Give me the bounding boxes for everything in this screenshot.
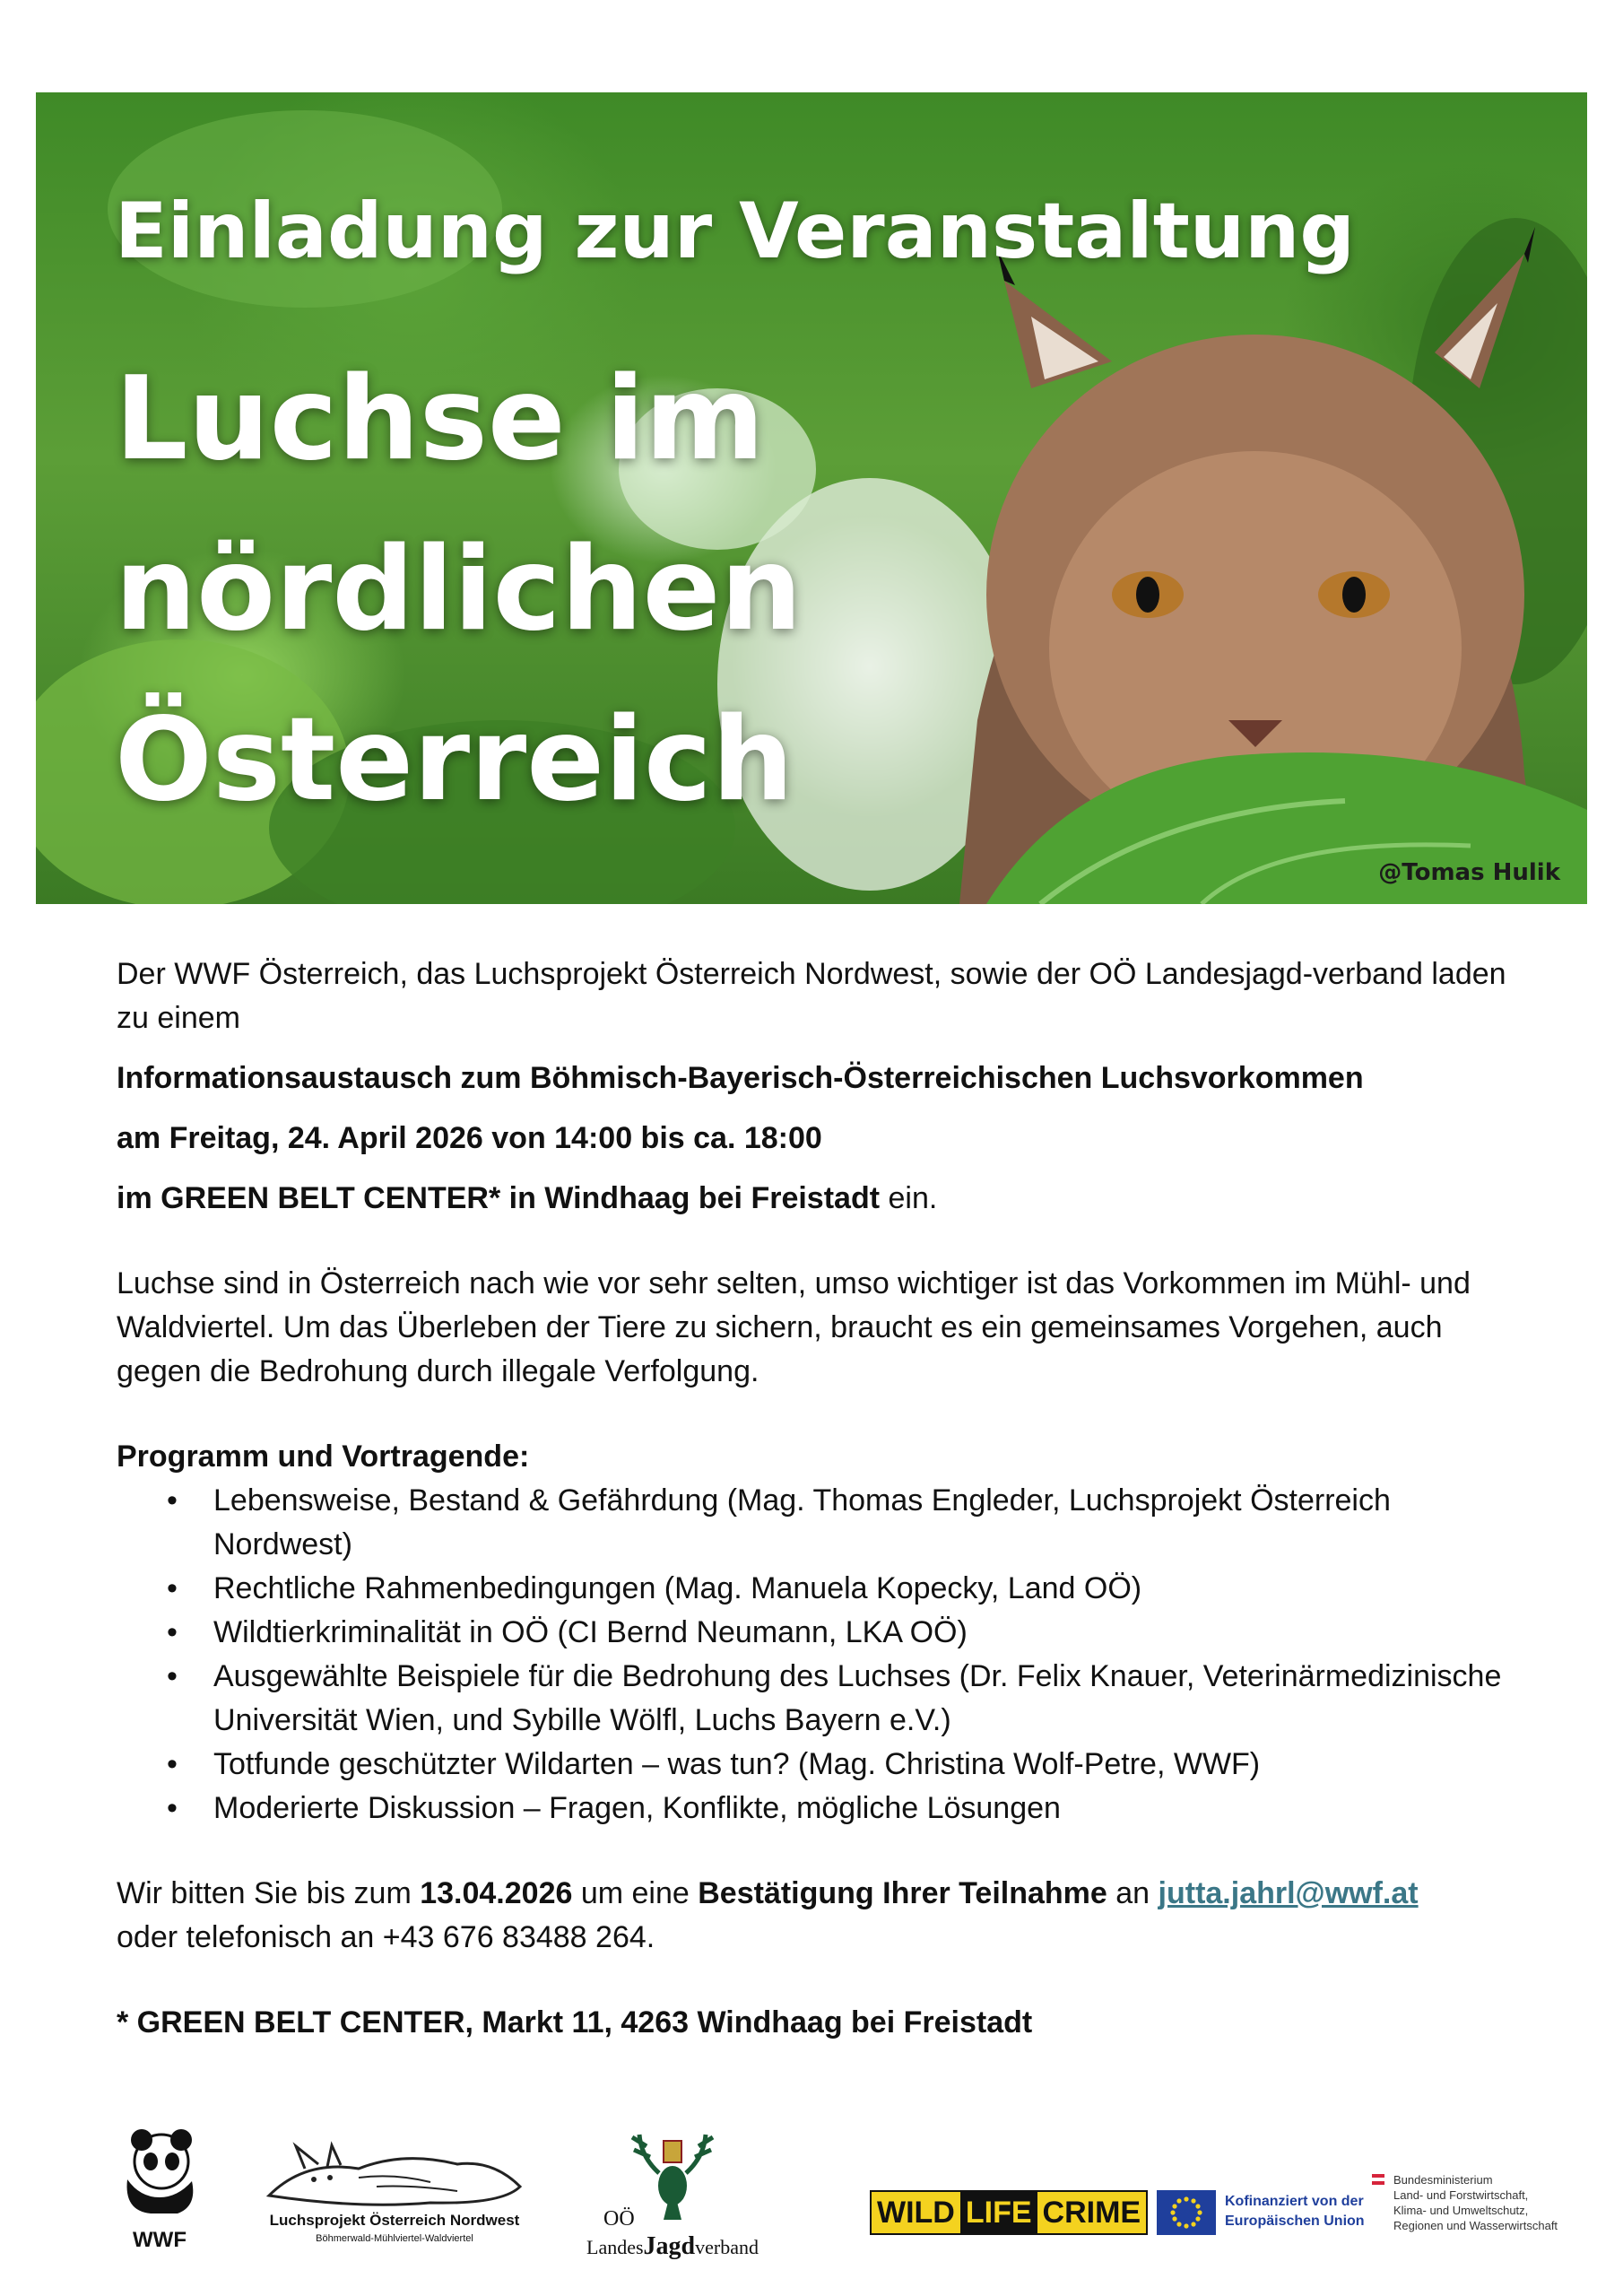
partner-logos [0,2126,1623,2260]
luchsprojekt-subtitle: Böhmerwald-Mühlviertel-Waldviertel [316,2233,473,2244]
rsvp-deadline: 13.04.2026 [420,1876,573,1910]
ljv-pre: Landes [586,2236,644,2258]
event-subject: Informationsaustausch zum Böhmisch-Bayerisch-Österreichischen Luchsvorkommen [117,1061,1364,1095]
program-item: • Moderierte Diskussion – Fragen, Konflikte, mögliche Lösungen [117,1787,1515,1831]
luchsprojekt-logo [251,2133,538,2257]
wildlifecrime-logo [870,2190,1148,2235]
ministry-line: Klima- und Umweltschutz, [1393,2204,1529,2217]
email-link[interactable]: jutta.jahrl@wwf.at [1158,1876,1419,1910]
location-tail: ein. [880,1181,938,1215]
panda-icon [115,2126,204,2215]
wlc-word: LIFE [960,2192,1037,2233]
wlc-word: WILD [872,2192,960,2233]
program-item: • Rechtliche Rahmenbedingungen (Mag. Manuela Kopecky, Land OÖ) [117,1567,1515,1611]
ministry-logo [1372,2172,1605,2253]
eu-line: Europäischen Union [1225,2213,1365,2229]
event-date: am Freitag, 24. April 2026 von 14:00 bis ca. 18:00 [117,1121,822,1155]
title-line: Luchse im [115,352,765,486]
title-line: Österreich [115,693,794,827]
landesjagdverband-logo [569,2130,776,2260]
program-item: • Lebensweise, Bestand & Gefährdung (Mag. Thomas Engleder, Luchsprojekt Österreich Nordwest) [117,1479,1515,1567]
location-name: im GREEN BELT CENTER* in Windhaag bei Freistadt [117,1181,881,1215]
eu-label [1225,2192,1365,2231]
program-title: Programm und Vortragende: [117,1439,530,1474]
program-item: • Totfunde geschützter Wildarten – was tun? (Mag. Christina Wolf-Petre, WWF) [117,1743,1515,1787]
ministry-label [1393,2172,1558,2233]
rsvp-phone: oder telefonisch an +43 676 83488 264. [117,1920,655,1954]
ministry-line: Land- und Forstwirtschaft, [1393,2188,1529,2202]
event-location [117,1177,1515,1221]
program-list [117,1479,1515,1831]
program-item: • Wildtierkriminalität in OÖ (CI Bernd Neumann, LKA OÖ) [117,1611,1515,1655]
eu-flag-icon [1157,2190,1216,2235]
photo-credit: @Tomas Hulik [1378,859,1560,886]
eu-logo [1157,2190,1372,2235]
ministry-line: Regionen und Wasserwirtschaft [1393,2219,1558,2232]
description-text: Luchse sind in Österreich nach wie vor sehr selten, umso wichtiger ist das Vorkommen im Mühl- und Waldviertel. Um das Überleben der Tiere zu sichern, braucht es ein gemeinsames Vorgehen, auch gegen die Bedrohung durch illegale Verfolgung. [117,1266,1471,1388]
wwf-label: WWF [133,2228,187,2252]
ljv-oo: OÖ [603,2207,635,2231]
lynx-sketch-icon [251,2133,538,2213]
event-kicker: Einladung zur Veranstaltung [115,187,1355,276]
rsvp-part: an [1107,1876,1159,1910]
wwf-logo [115,2126,204,2253]
ljv-big: Jagd [643,2232,696,2260]
rsvp-confirm: Bestätigung Ihrer Teilnahme [698,1876,1107,1910]
event-title [115,335,922,846]
wlc-word: CRIME [1037,2192,1147,2233]
hero-banner [36,92,1587,904]
ministry-line: Bundesministerium [1393,2173,1493,2187]
rsvp-part: Wir bitten Sie bis zum [117,1876,421,1910]
rsvp-text [117,1872,1515,1960]
luchsprojekt-title: Luchsprojekt Österreich Nordwest [269,2212,520,2229]
program-item: • Ausgewählte Beispiele für die Bedrohung des Luchses (Dr. Felix Knauer, Veterinärmedizinische Universität Wien, und Sybille Wölfl, Luchs Bayern e.V.) [117,1655,1515,1743]
intro-text: Der WWF Österreich, das Luchsprojekt Österreich Nordwest, sowie der OÖ Landesjagd-verband laden zu einem [117,957,1506,1035]
deer-icon [569,2130,776,2229]
invitation-body [117,952,1515,2045]
eu-line: Kofinanziert von der [1225,2194,1364,2209]
ljv-name [569,2232,776,2261]
ljv-post: verband [695,2236,759,2258]
venue-address: * GREEN BELT CENTER, Markt 11, 4263 Windhaag bei Freistadt [117,2005,1033,2039]
austria-flag-icon [1372,2174,1384,2185]
title-line: nördlichen [115,523,803,657]
rsvp-part: um eine [572,1876,699,1910]
